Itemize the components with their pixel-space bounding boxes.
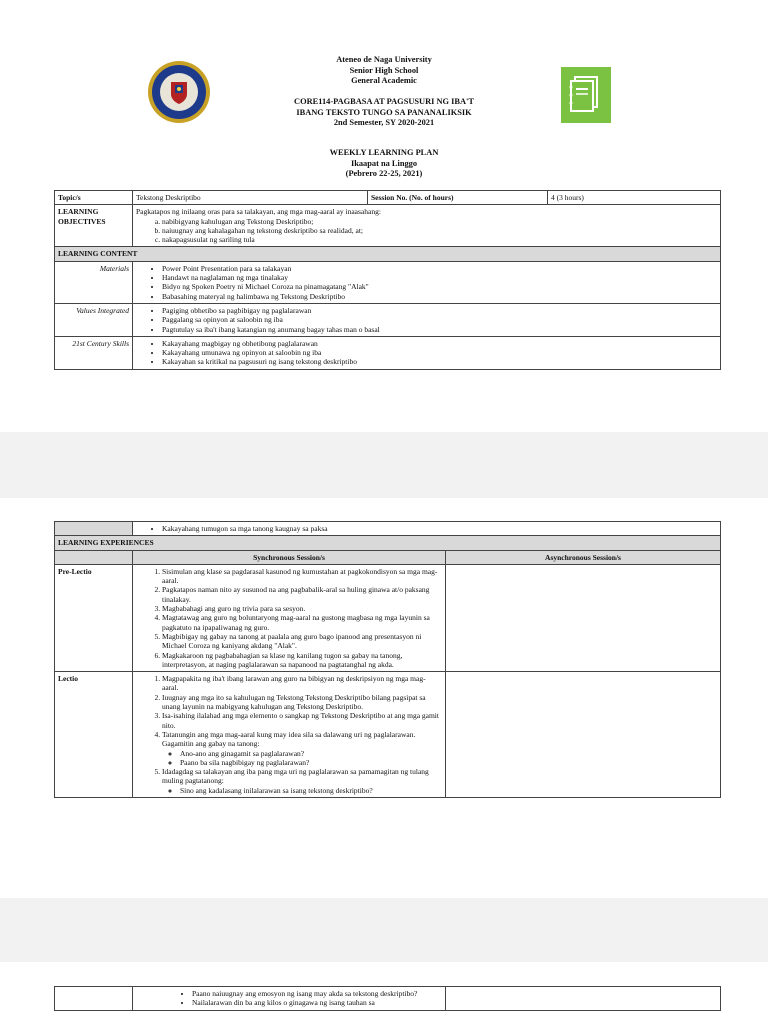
skills-cell	[133, 336, 721, 369]
continuation-sync-cell	[133, 987, 446, 1011]
sub-list	[162, 749, 442, 768]
list-item: • Nailalarawan din ba ang kilos o ginagawa ng isang tauhan sa	[192, 998, 442, 1007]
objectives-cell	[133, 205, 721, 247]
objectives-label: LEARNING OBJECTIVES	[55, 205, 133, 247]
strand: General Academic	[351, 76, 417, 86]
list-item: 3. Magbabahagi ang guro ng trivia para sa sesyon.	[162, 604, 442, 613]
skills-list	[136, 339, 717, 367]
topic-label: Topic/s	[55, 191, 133, 205]
list-item	[162, 730, 442, 767]
list-item: • Kakayahan sa kritikal na pagsusuri ng isang tekstong deskriptibo	[162, 357, 717, 366]
values-list	[136, 306, 717, 334]
institution-name: Ateneo de Naga University	[336, 55, 432, 64]
list-item: • Kakayahang umunawa ng opinyon at saloobin ng iba	[162, 348, 717, 357]
list-item: 2. Iuugnay ang mga ito sa kahulugan ng Tekstong Tekstong Deskriptibo bilang pagsipat sa unang layunin na mabigyang kahulugan ang Tekstong Deskriptibo.	[162, 693, 442, 712]
list-item: 5. Magbibigay ng gabay na tanong at paalala ang guro bago ipanood ang presentasyon ni Michael Coroza ng kaniyang akdang "Alak".	[162, 632, 442, 651]
table-row	[55, 247, 721, 261]
list-item: • Power Point Presentation para sa talakayan	[162, 264, 717, 273]
session-value: 4 (3 hours)	[548, 191, 721, 205]
sub-list	[162, 786, 442, 795]
week-label: Ikaapat na Linggo	[350, 158, 418, 168]
list-item: • Paggalang sa opinyon at saloobin ng iba	[162, 315, 717, 324]
synchronous-header: Synchronous Session/s	[133, 550, 446, 564]
list-item: 3. Isa-isahing ilalahad ang mga elemento o sangkap ng Tekstong Deskriptibo at ang mga gamit nito.	[162, 711, 442, 730]
list-item: ◦ Ano-ano ang ginagamit sa paglalarawan?	[180, 749, 442, 758]
carryover-label	[55, 522, 133, 536]
objectives-intro: Pagkatapos ng inilaang oras para sa talakayan, ang mga mag-aaral ay inaasahang:	[136, 207, 381, 217]
list-item: 1. Magpapakita ng iba't ibang larawan ang guro na bibigyan ng deskripsiyon ng mga mag-aaral.	[162, 674, 442, 693]
list-item: 4. Magtatawag ang guro ng boluntaryong mag-aaral na gustong magbasa ng mga layunin sa pagkatuto na ipapaliwanag ng guro.	[162, 613, 442, 632]
plan-header	[0, 148, 768, 180]
page-2	[0, 498, 768, 898]
table-row	[55, 261, 721, 303]
values-cell	[133, 303, 721, 336]
course-title-line-2: IBANG TEKSTO TUNGO SA PANANALIKSIK	[296, 107, 472, 117]
topic-value: Tekstong Deskriptibo	[133, 191, 368, 205]
list-item: • Pagiging obhetibo sa pagbibigay ng paglalarawan	[162, 306, 717, 315]
learning-content-heading: LEARNING CONTENT	[55, 247, 721, 261]
list-item	[162, 767, 442, 795]
list-item-text: Idadagdag sa talakayan ang iba pang mga uri ng paglalarawan sa pamamagitan ng tulang muling pagtatanong:	[162, 767, 429, 786]
table-row	[55, 564, 721, 671]
table-row	[55, 336, 721, 369]
learning-plan-table	[54, 190, 721, 370]
table-row	[55, 550, 721, 564]
list-item: ◦ Sino ang kadalasang inilalarawan sa isang tekstong deskriptibo?	[180, 786, 442, 795]
lectio-list	[136, 674, 442, 795]
course-header	[0, 97, 768, 129]
prelectio-label: Pre-Lectio	[55, 564, 133, 671]
prelectio-async-cell	[446, 564, 721, 671]
school-division: Senior High School	[349, 65, 419, 75]
materials-cell	[133, 261, 721, 303]
prelectio-sync-cell	[133, 564, 446, 671]
sub-list	[136, 989, 442, 1008]
page-3	[0, 962, 768, 1024]
materials-list	[136, 264, 717, 301]
lectio-label: Lectio	[55, 672, 133, 798]
list-item-text: Tatanungin ang mga mag-aaral kung may idea sila sa dalawang uri ng paglalarawan. Gagamitin ang gabay na tanong:	[162, 729, 416, 749]
list-item: • Kakayahang tumugon sa mga tanong kaugnay sa paksa	[162, 524, 717, 533]
asynchronous-header: Asynchronous Session/s	[446, 550, 721, 564]
list-item: • Handawt na naglalaman ng mga tinalakay	[162, 273, 717, 282]
list-item: • Paano naiuugnay ang emosyon ng isang may akda sa tekstong deskriptibo?	[192, 989, 442, 998]
carryover-list	[136, 524, 717, 533]
list-item: • Kakayahang magbigay ng obhetibong paglalarawan	[162, 339, 717, 348]
lectio-sync-cell	[133, 672, 446, 798]
plan-title: WEEKLY LEARNING PLAN	[329, 148, 439, 157]
skills-label: 21st Century Skills	[55, 336, 133, 369]
semester: 2nd Semester, SY 2020-2021	[333, 118, 435, 128]
institution-header	[0, 55, 768, 87]
prelectio-list	[136, 567, 442, 669]
materials-label: Materials	[55, 261, 133, 303]
session-label: Session No. (No. of hours)	[368, 191, 548, 205]
learning-experiences-table	[54, 521, 721, 798]
lectio-async-cell	[446, 672, 721, 798]
objectives-list	[136, 217, 717, 245]
table-row	[55, 522, 721, 536]
course-title-line-1: CORE114-PAGBASA AT PAGSUSURI NG IBA'T	[294, 97, 474, 106]
table-row	[55, 987, 721, 1011]
list-item: a. nabibigyang kahulugan ang Tekstong Deskriptibo;	[162, 217, 717, 226]
list-item: • Bidyo ng Spoken Poetry ni Michael Coroza na pinamagatang "Alak"	[162, 282, 717, 291]
list-item: 6. Magkakaroon ng pagbabahagian sa klase ng kanilang tugon sa gabay na tanong, interpretasyon, at naging paglalarawan sa napanood na pagtatanghal ng akda.	[162, 651, 442, 670]
list-item: 2. Pagkatapos naman nito ay susunod na ang pagbabalik-aral sa huling ginawa at/o paksang tinalakay.	[162, 585, 442, 604]
table-row	[55, 205, 721, 247]
carryover-cell	[133, 522, 721, 536]
list-item: • Babasahing materyal ng halimbawa ng Tekstong Deskriptibo	[162, 292, 717, 301]
continuation-async-cell	[446, 987, 721, 1011]
values-label: Values Integrated	[55, 303, 133, 336]
learning-experiences-heading: LEARNING EXPERIENCES	[55, 536, 721, 550]
page-1	[0, 0, 768, 432]
continuation-label	[55, 987, 133, 1011]
list-item: c. nakapagsusulat ng sariling tula	[162, 235, 717, 244]
date-range: (Pebrero 22-25, 2021)	[345, 169, 423, 179]
table-row	[55, 672, 721, 798]
table-row	[55, 536, 721, 550]
list-item: 1. Sisimulan ang klase sa pagdarasal kasunod ng kumustahan at pagkokondisyon sa mga mag-aaral.	[162, 567, 442, 586]
list-item: b. naiuugnay ang kahalagahan ng tekstong deskriptibo sa realidad, at;	[162, 226, 717, 235]
table-row	[55, 303, 721, 336]
list-item: • Pagtutulay sa iba't ibang katangian ng anumang bagay tahas man o basal	[162, 325, 717, 334]
column-header-blank	[55, 550, 133, 564]
continuation-table	[54, 986, 721, 1011]
list-item: ◦ Paano ba sila nagbibigay ng paglalarawan?	[180, 758, 442, 767]
table-row	[55, 191, 721, 205]
